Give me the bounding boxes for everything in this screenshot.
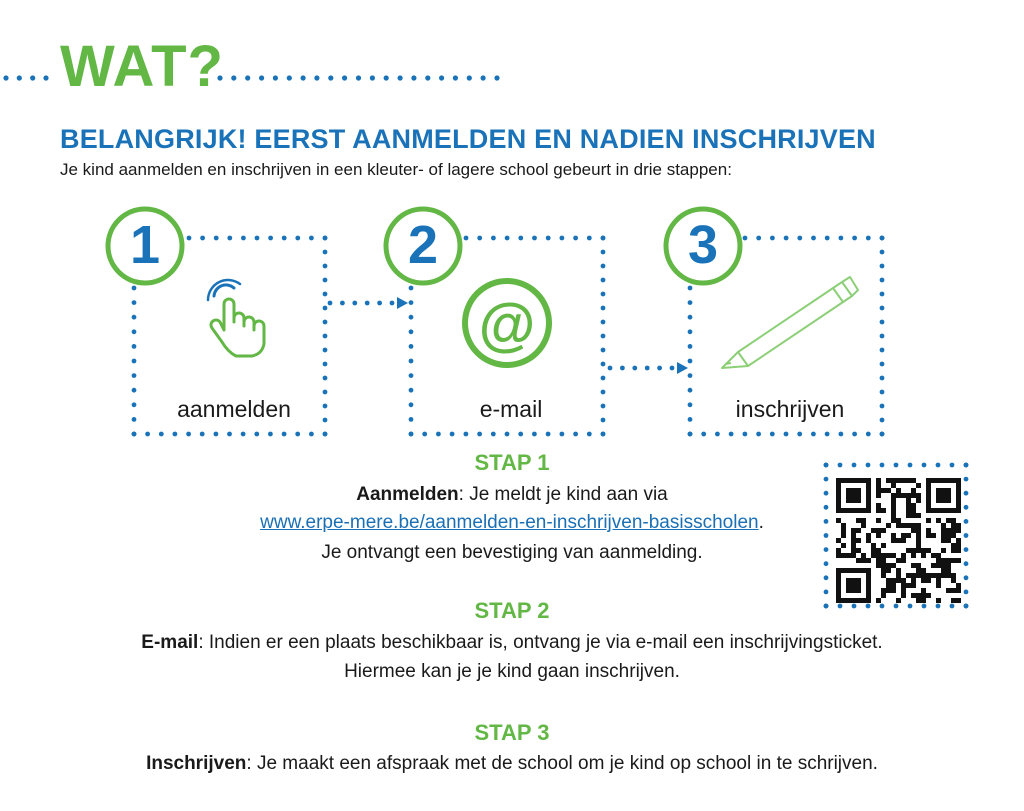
stap-1-link-suffix: . bbox=[758, 512, 764, 533]
stap-2-line-1 bbox=[0, 632, 1024, 654]
page-title: WAT? bbox=[60, 34, 224, 99]
subheading: BELANGRIJK! EERST AANMELDEN EN NADIEN INSCHRIJVEN bbox=[60, 124, 876, 154]
stap-1-link[interactable]: www.erpe-mere.be/aanmelden-en-inschrijven-basisscholen bbox=[260, 512, 759, 533]
intro-text: Je kind aanmelden en inschrijven in een kleuter- of lagere school gebeurt in drie stappen: bbox=[60, 160, 732, 179]
step-3-label: inschrijven bbox=[735, 396, 845, 422]
stap-1-line-3: Je ontvangt een bevestiging van aanmelding. bbox=[321, 542, 703, 563]
at-sign-icon bbox=[465, 281, 549, 365]
stap-2-title: STAP 2 bbox=[474, 598, 550, 623]
arrow-2-head bbox=[677, 362, 688, 374]
hand-pointer-icon bbox=[208, 280, 264, 356]
stap-2-text: : Indien er een plaats beschikbaar is, ontvang je via e-mail een inschrijvingsticket. bbox=[198, 632, 883, 653]
arrow-1-head bbox=[397, 297, 408, 309]
step-2-label: e-mail bbox=[479, 396, 543, 422]
stap-3-line-1 bbox=[0, 753, 1024, 775]
stap-1-text: : Je meldt je kind aan via bbox=[458, 484, 668, 505]
stap-1-title: STAP 1 bbox=[474, 450, 550, 475]
stap-3-title: STAP 3 bbox=[474, 720, 550, 745]
step-1-number: 1 bbox=[129, 215, 161, 275]
svg-text:@: @ bbox=[478, 292, 536, 357]
step-1-label: aanmelden bbox=[177, 396, 291, 422]
step-3-number: 3 bbox=[687, 215, 719, 275]
stap-1-term: Aanmelden bbox=[356, 484, 459, 505]
stap-3-text: : Je maakt een afspraak met de school om je kind op school in te schrijven. bbox=[246, 753, 878, 774]
stap-2-term: E-mail bbox=[141, 632, 199, 653]
step-2-number: 2 bbox=[407, 215, 439, 275]
stap-3-term: Inschrijven bbox=[146, 753, 247, 774]
stap-2-line-2: Hiermee kan je je kind gaan inschrijven. bbox=[344, 661, 680, 682]
stap-1-line-1 bbox=[0, 484, 1024, 506]
stap-1-line-2 bbox=[0, 512, 1024, 534]
pencil-icon bbox=[722, 277, 858, 368]
